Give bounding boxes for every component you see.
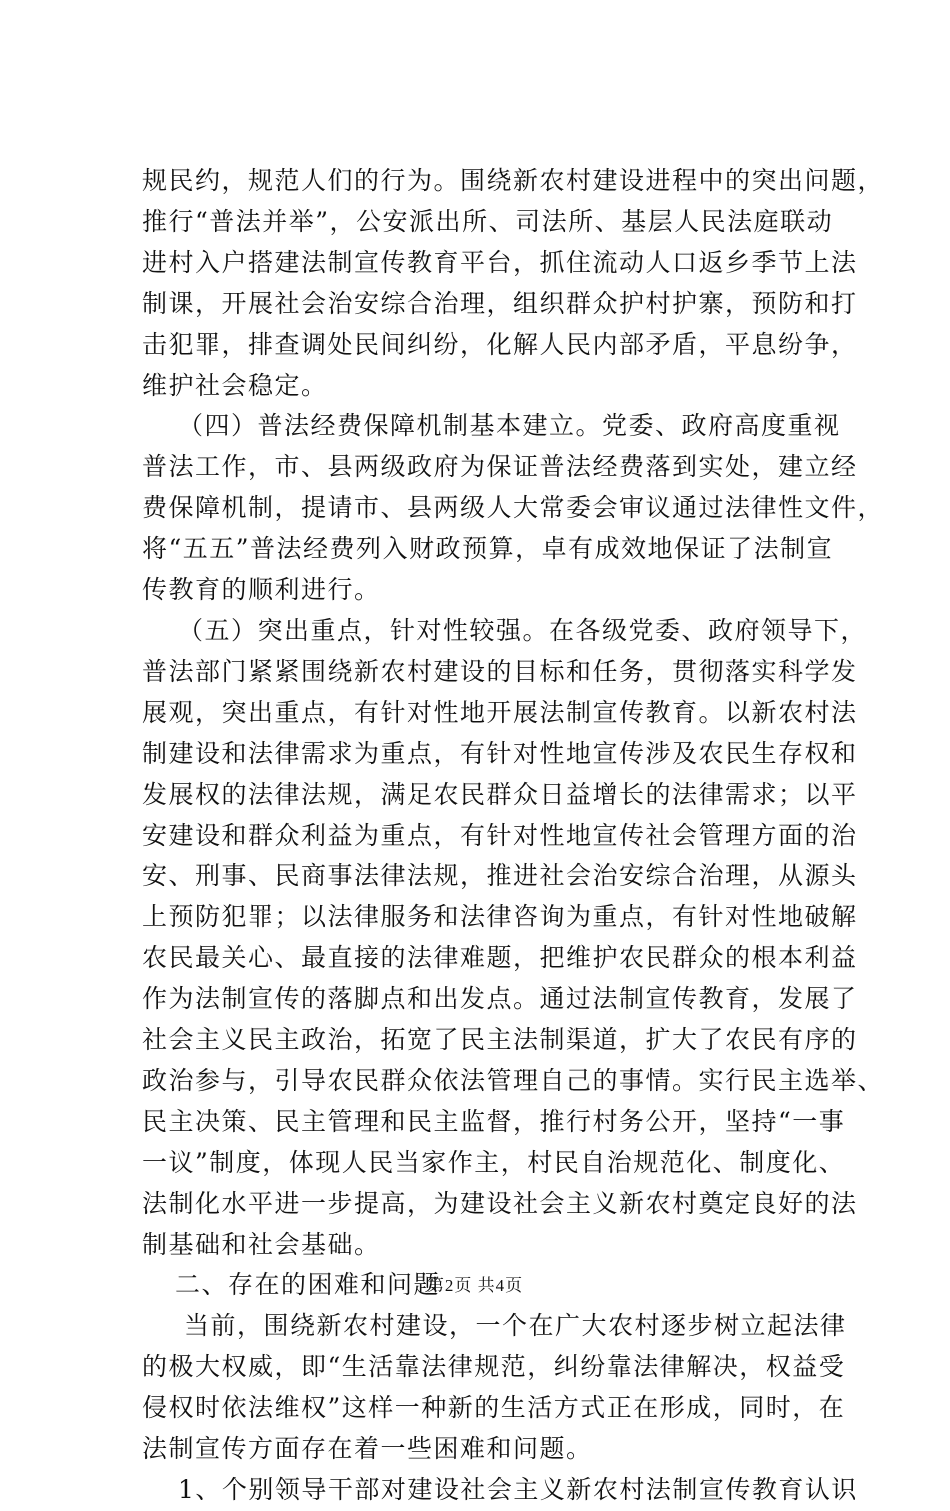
paragraph-funding-guarantee: [142, 406, 885, 611]
document-body: [142, 161, 885, 1511]
text-line: 1、个别领导干部对建设社会主义新农村法制宣传教育认识: [178, 1475, 858, 1504]
text-line: 规民约，规范人们的行为。围绕新农村建设进程中的突出问题，: [142, 166, 885, 195]
text-line: 一议”制度，体现人民当家作主，村民自治规范化、制度化、: [142, 1147, 846, 1177]
text-line: 制建设和法律需求为重点，有针对性地宣传涉及农民生存权和: [142, 738, 858, 768]
page-footer: [0, 1271, 950, 1296]
text-line: 民主决策、民主管理和民主监督，推行村务公开，坚持“一事: [142, 1106, 846, 1136]
text-line: 维护社会稳定。: [142, 370, 328, 400]
text-line: （四）普法经费保障机制基本建立。党委、政府高度重视: [178, 411, 841, 441]
text-line: 法制宣传方面存在着一些困难和问题。: [142, 1434, 593, 1464]
text-line: 制课，开展社会治安综合治理，组织群众护村护寨，预防和打: [142, 288, 858, 318]
text-line: 政治参与，引导农民群众依法管理自己的事情。实行民主选举、: [142, 1065, 885, 1095]
paragraph-social-order: [142, 161, 885, 406]
text-line: 法制化水平进一步提高，为建设社会主义新农村奠定良好的法: [142, 1188, 858, 1218]
text-line: 发展权的法律法规，满足农民群众日益增长的法律需求；以平: [142, 779, 858, 809]
text-line: 的极大权威，即“生活靠法律规范，纠纷靠法律解决，权益受: [142, 1352, 846, 1382]
text-line: 进村入户搭建法制宣传教育平台，抓住流动人口返乡季节上法: [142, 247, 858, 277]
text-line: 社会主义民主政治，拓宽了民主法制渠道，扩大了农民有序的: [142, 1025, 858, 1055]
text-line: 传教育的顺利进行。: [142, 575, 381, 605]
text-line: 安、刑事、民商事法律法规，推进社会治安综合治理，从源头: [142, 861, 858, 891]
text-line: 侵权时依法维权”这样一种新的生活方式正在形成，同时，在: [142, 1393, 846, 1423]
text-line: 将“五五”普法经费列入财政预算，卓有成效地保证了法制宣: [142, 534, 834, 564]
page-indicator: 第2页 共4页: [426, 1276, 524, 1295]
paragraph-item-1: [142, 1470, 858, 1511]
text-line: 展观，突出重点，有针对性地开展法制宣传教育。以新农村法: [142, 697, 858, 727]
text-line: 上预防犯罪；以法律服务和法律咨询为重点，有针对性地破解: [142, 902, 858, 932]
text-line: 费保障机制，提请市、县两级人大常委会审议通过法律性文件，: [142, 493, 885, 523]
text-line: （五）突出重点，针对性较强。在各级党委、政府领导下，: [178, 615, 868, 645]
text-line: 推行“普法并举”，公安派出所、司法所、基层人民法庭联动: [142, 206, 834, 236]
text-line: 安建设和群众利益为重点，有针对性地宣传社会管理方面的治: [142, 820, 858, 850]
text-line: 作为法制宣传的落脚点和出发点。通过法制宣传教育，发展了: [142, 984, 858, 1014]
paragraph-key-focus: [142, 611, 885, 1266]
text-line: 农民最关心、最直接的法律难题，把维护农民群众的根本利益: [142, 943, 858, 973]
text-line: 制基础和社会基础。: [142, 1229, 381, 1259]
text-line: 当前，围绕新农村建设，一个在广大农村逐步树立起法律: [184, 1311, 847, 1341]
text-line: 普法工作，市、县两级政府为保证普法经费落到实处，建立经: [142, 452, 858, 482]
text-line: 击犯罪，排查调处民间纠纷，化解人民内部矛盾，平息纷争，: [142, 329, 858, 359]
text-line: 普法部门紧紧围绕新农村建设的目标和任务，贯彻落实科学发: [142, 656, 858, 686]
section-heading: 二、存在的困难和问题: [175, 1270, 441, 1300]
paragraph-current-situation: [142, 1306, 847, 1470]
